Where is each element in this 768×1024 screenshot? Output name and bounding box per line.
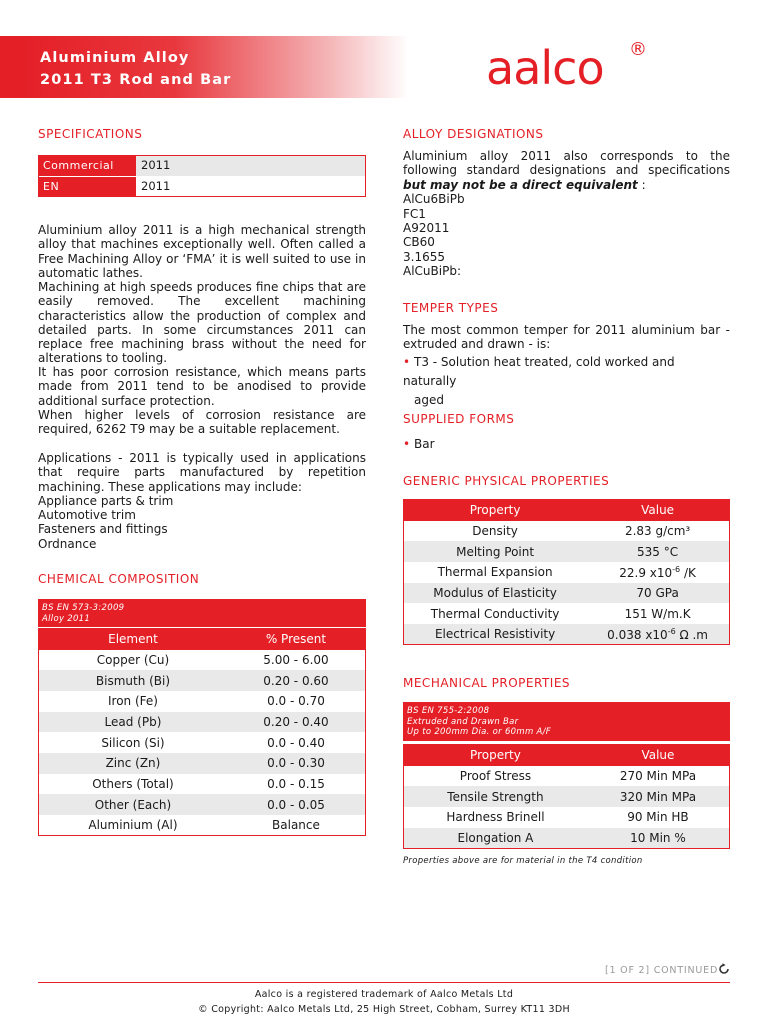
table-row: Modulus of Elasticity 70 GPa [404, 583, 730, 604]
application-item: Appliance parts & trim [38, 494, 174, 508]
mechanical-caption-standard: BS EN 755-2:2008 [407, 706, 490, 716]
temper-types-heading: TEMPER TYPES [403, 301, 499, 315]
chemical-composition-table [38, 628, 366, 836]
table-row: Bismuth (Bi) 0.20 - 0.60 [39, 670, 366, 691]
col-header-element: Element [39, 629, 227, 650]
designation-item: A92011 [403, 221, 450, 235]
designation-item: AlCuBiPb: [403, 264, 461, 278]
bullet-icon: • [403, 355, 411, 369]
mechanical-caption-size: Up to 200mm Dia. or 60mm A/F [407, 727, 552, 737]
spec-key: EN [39, 177, 136, 196]
supplied-forms-heading: SUPPLIED FORMS [403, 412, 515, 426]
intro-paragraph-4: When higher levels of corrosion resistance are required, 6262 T9 may be a suitable replacement. [38, 408, 366, 437]
specifications-table [38, 155, 366, 197]
table-row: Density 2.83 g/cm³ [472, 523, 691, 538]
mechanical-note: Properties above are for material in the T4 condition [403, 856, 643, 866]
intro-paragraph-2: Machining at high speeds produces fine chips that are easily removed. The excellent machining characteristics allow the production of complex and detailed parts. In some circumstances 2011 can replace free machining brass without the need for alterations to tooling. [38, 280, 366, 366]
table-row: Lead (Pb) 0.20 - 0.40 [39, 712, 366, 733]
col-header-value: Value [586, 500, 729, 521]
title-line-2: 2011 T3 Rod and Bar [40, 72, 232, 88]
spec-value: 2011 [136, 156, 365, 176]
col-header-value: Value [587, 745, 730, 766]
intro-paragraph-3: It has poor corrosion resistance, which means parts made from 2011 tend to be anodised to provide additional surface protection. [38, 365, 366, 408]
spec-row [39, 156, 365, 176]
copyright-notice: © Copyright: Aalco Metals Ltd, 25 High Street, Cobham, Surrey KT11 3DH [198, 1004, 570, 1015]
title-line-1: Aluminium Alloy [40, 50, 190, 66]
temper-bullet-line-1: T3 - Solution heat treated, cold worked and naturally [403, 355, 675, 388]
col-header-property: Property [404, 745, 587, 766]
designations-emphasis: but may not be a direct equivalent [403, 177, 638, 192]
application-item: Automotive trim [38, 508, 136, 522]
designation-item: FC1 [403, 207, 426, 221]
mechanical-properties-heading: MECHANICAL PROPERTIES [403, 676, 571, 690]
intro-paragraph-1: Aluminium alloy 2011 is a high mechanical strength alloy that machines exceptionally well. Often called a Free Machining Alloy or ‘FMA’ it is well suited to use in automatic lathes. [38, 223, 366, 280]
col-header-percent: % Present [227, 629, 366, 650]
mechanical-caption-form: Extruded and Drawn Bar [407, 716, 519, 727]
temper-paragraph: The most common temper for 2011 aluminium bar - extruded and drawn - is: [403, 323, 730, 352]
continue-arrow-icon [718, 963, 730, 975]
table-row: Proof Stress 270 Min MPa [459, 768, 697, 783]
designations-text: Aluminium alloy 2011 also corresponds to the following standard designations and specifications [403, 149, 730, 178]
footer-divider [38, 982, 730, 983]
mechanical-caption [403, 702, 730, 741]
header-accent-bar [0, 36, 19, 98]
designation-item: AlCu6BiPb [403, 192, 465, 206]
logo-text: aalco [486, 41, 604, 95]
aalco-logo [486, 36, 656, 102]
table-row: Others (Total) 0.0 - 0.15 [92, 776, 325, 791]
forms-bullet: • Bar [403, 435, 435, 454]
table-row: Melting Point 535 °C [404, 541, 730, 562]
table-row: Electrical Resistivity 0.038 $x10^{-6}$ Ω .m [404, 624, 730, 645]
designations-colon: : [641, 177, 646, 192]
table-row: Other (Each) 0.0 - 0.05 [39, 794, 366, 815]
table-row: Silicon (Si) 0.0 - 0.40 [101, 735, 325, 750]
chemical-caption-alloy: Alloy 2011 [42, 613, 91, 624]
bullet-icon: • [403, 437, 411, 451]
table-row: Elongation A 10 Min % [404, 828, 730, 849]
table-row: Iron (Fe) 0.0 - 0.70 [107, 694, 325, 709]
designations-paragraph [403, 149, 730, 192]
table-row: Aluminium (Al) Balance [88, 818, 320, 833]
table-row: Thermal Conductivity 151 W/m.K [430, 606, 691, 621]
table-row: Zinc (Zn) 0.0 - 0.30 [39, 753, 366, 774]
application-item: Ordnance [38, 537, 97, 551]
registered-mark: ® [629, 39, 647, 60]
alloy-designations-heading: ALLOY DESIGNATIONS [403, 127, 544, 141]
spec-key: Commercial [39, 156, 136, 176]
temper-bullet [403, 353, 730, 410]
continued-label: [1 OF 2] CONTINUED [605, 965, 719, 976]
physical-properties-table [403, 499, 730, 645]
applications-paragraph: Applications - 2011 is typically used in applications that require parts manufactured by repetition machining. These applications may include: [38, 451, 366, 494]
table-row: Hardness Brinell 90 Min HB [446, 810, 689, 825]
chemical-composition-heading: CHEMICAL COMPOSITION [38, 572, 200, 586]
table-row: Copper (Cu) 5.00 - 6.00 [96, 652, 329, 667]
col-header-property: Property [404, 500, 587, 521]
title-banner [19, 36, 409, 98]
designation-item: 3.1655 [403, 250, 445, 264]
specifications-heading: SPECIFICATIONS [38, 127, 143, 141]
application-item: Fasteners and fittings [38, 522, 168, 536]
table-row: Tensile Strength 320 Min MPa [404, 786, 730, 807]
physical-properties-heading: GENERIC PHYSICAL PROPERTIES [403, 474, 610, 488]
spec-value: 2011 [141, 179, 171, 193]
spec-row [39, 176, 365, 196]
trademark-notice: Aalco is a registered trademark of Aalco Metals Ltd [254, 989, 514, 1000]
designation-item: CB60 [403, 235, 435, 249]
temper-bullet-line-2: aged [414, 393, 444, 407]
chemical-caption-standard: BS EN 573-3:2009 [42, 603, 125, 613]
mechanical-properties-table [403, 744, 730, 849]
table-row: Thermal Expansion 22.9 $x10^{-6}$ /K [437, 564, 696, 580]
chemical-caption [38, 599, 366, 627]
